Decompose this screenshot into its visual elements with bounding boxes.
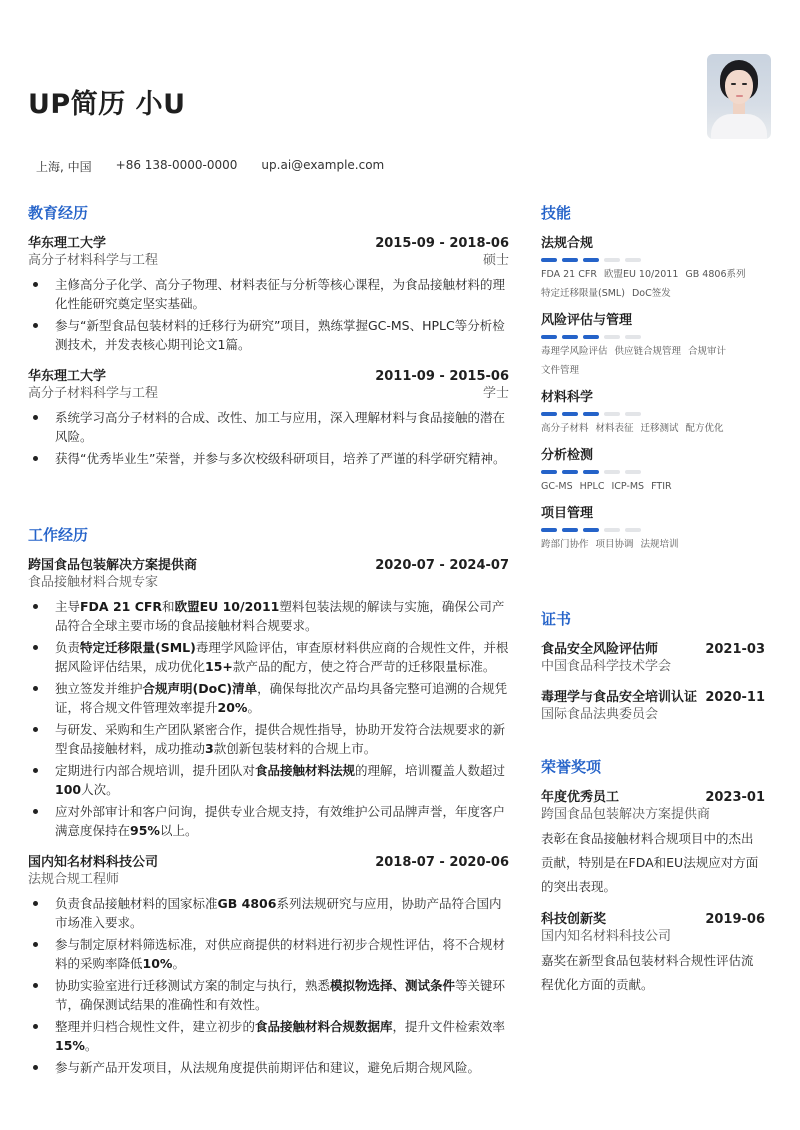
certificate-entry bbox=[541, 689, 765, 723]
award-description: 表彰在食品接触材料合规项目中的杰出贡献，特别是在FDA和EU法规应对方面的突出表现。 bbox=[541, 831, 759, 894]
skill-level-dot bbox=[583, 335, 599, 339]
certificate-issuer: 国际食品法典委员会 bbox=[541, 707, 659, 722]
major: 高分子材料科学与工程 bbox=[28, 253, 159, 268]
skill-entry bbox=[541, 505, 765, 553]
certificate-date: 2021-03 bbox=[705, 642, 765, 657]
skill-level-dot bbox=[604, 335, 620, 339]
skill-tag: 欧盟EU 10/2011 bbox=[603, 269, 679, 280]
skill-level-dot bbox=[583, 528, 599, 532]
certificate-name: 毒理学与食品安全培训认证 bbox=[541, 690, 698, 705]
skill-tag: HPLC bbox=[579, 481, 605, 492]
award-org: 跨国食品包装解决方案提供商 bbox=[541, 807, 711, 822]
bullet-item: 负责食品接触材料的国家标准GB 4806系列法规研究与应用，协助产品符合国内市场准入要求。 bbox=[28, 894, 509, 932]
award-org: 国内知名材料科技公司 bbox=[541, 929, 672, 944]
skill-level-dot bbox=[604, 258, 620, 262]
award-date: 2019-06 bbox=[705, 912, 765, 927]
skill-level-dot bbox=[562, 335, 578, 339]
skill-tag: 项目协调 bbox=[595, 539, 634, 550]
email[interactable]: up.ai@example.com bbox=[261, 158, 385, 172]
skill-tag: 文件管理 bbox=[541, 365, 580, 376]
certificate-name: 食品安全风险评估师 bbox=[541, 642, 659, 657]
skill-tag: ICP-MS bbox=[611, 481, 645, 492]
bullet-item: 应对外部审计和客户问询，提供专业合规支持，有效维护公司品牌声誉，年度客户满意度保持在95%以上。 bbox=[28, 802, 509, 840]
skill-name: 项目管理 bbox=[541, 506, 594, 521]
skill-entry bbox=[541, 312, 765, 379]
job-title: 法规合规工程师 bbox=[28, 872, 120, 887]
skill-level-dot bbox=[583, 412, 599, 416]
skill-level-dot bbox=[583, 470, 599, 474]
skill-tag: GB 4806系列 bbox=[685, 269, 746, 280]
skill-level-dot bbox=[541, 335, 557, 339]
skill-tag: 配方优化 bbox=[685, 423, 724, 434]
education-bullets bbox=[28, 275, 509, 354]
skill-tags bbox=[541, 537, 765, 553]
skill-tags bbox=[541, 479, 765, 495]
bullet-item: 系统学习高分子材料的合成、改性、加工与应用，深入理解材料与食品接触的潜在风险。 bbox=[28, 408, 509, 446]
photo-eye bbox=[742, 83, 747, 85]
skill-entry bbox=[541, 389, 765, 437]
award-entry bbox=[541, 789, 765, 899]
photo-lips bbox=[736, 95, 743, 97]
skill-tag: 毒理学风险评估 bbox=[541, 346, 608, 357]
skill-tag: 材料表征 bbox=[595, 423, 634, 434]
bullet-item: 与研发、采购和生产团队紧密合作，提供合规性指导，协助开发符合法规要求的新型食品接触材料，成功推动3款创新包装材料的合规上市。 bbox=[28, 720, 509, 758]
candidate-name: UP简历 小U bbox=[28, 89, 186, 120]
section-title-skills: 技能 bbox=[541, 204, 572, 222]
skill-level-dot bbox=[625, 412, 641, 416]
work-dates: 2020-07 - 2024-07 bbox=[375, 558, 509, 573]
major: 高分子材料科学与工程 bbox=[28, 386, 159, 401]
section-title-education: 教育经历 bbox=[28, 204, 89, 222]
bullet-item: 主修高分子化学、高分子物理、材料表征与分析等核心课程，为食品接触材料的理化性能研究奠定坚实基础。 bbox=[28, 275, 509, 313]
skill-level-dot bbox=[562, 528, 578, 532]
certificate-entry bbox=[541, 641, 765, 675]
bullet-item: 负责特定迁移限量(SML)毒理学风险评估，审查原材料供应商的合规性文件，并根据风险评估结果，成功优化15+款产品的配方，使之符合严苛的迁移限量标准。 bbox=[28, 638, 509, 676]
certificates-list bbox=[541, 641, 765, 735]
skill-level-dot bbox=[562, 412, 578, 416]
skill-tags bbox=[541, 267, 765, 302]
skill-name: 分析检测 bbox=[541, 448, 594, 463]
skill-name: 法规合规 bbox=[541, 236, 594, 251]
bullet-item: 整理并归档合规性文件，建立初步的食品接触材料合规数据库，提升文件检索效率15%。 bbox=[28, 1017, 509, 1055]
skill-level-dot bbox=[625, 258, 641, 262]
skill-level-indicator bbox=[541, 528, 765, 532]
award-name: 科技创新奖 bbox=[541, 912, 607, 927]
skill-name: 风险评估与管理 bbox=[541, 313, 633, 328]
education-dates: 2011-09 - 2015-06 bbox=[375, 369, 509, 384]
photo-body bbox=[711, 114, 767, 139]
bullet-item: 参与“新型食品包装材料的迁移行为研究”项目，熟练掌握GC-MS、HPLC等分析检测技术，并发表核心期刊论文1篇。 bbox=[28, 316, 509, 354]
bullet-item: 获得“优秀毕业生”荣誉，并参与多次校级科研项目，培养了严谨的科学研究精神。 bbox=[28, 449, 509, 468]
skill-tag: FTIR bbox=[651, 481, 672, 492]
skill-level-dot bbox=[625, 335, 641, 339]
skill-level-dot bbox=[562, 258, 578, 262]
bullet-item: 参与制定原材料筛选标准，对供应商提供的材料进行初步合规性评估，将不合规材料的采购率降低10%。 bbox=[28, 935, 509, 973]
award-description: 嘉奖在新型食品包装材料合规性评估流程优化方面的贡献。 bbox=[541, 953, 754, 992]
degree: 学士 bbox=[482, 386, 509, 401]
degree: 硕士 bbox=[482, 253, 509, 268]
education-list bbox=[28, 235, 509, 482]
job-title: 食品接触材料合规专家 bbox=[28, 575, 159, 590]
company-name: 跨国食品包装解决方案提供商 bbox=[28, 558, 198, 573]
skills-list bbox=[541, 235, 765, 563]
phone: +86 138-0000-0000 bbox=[115, 158, 238, 172]
skill-tag: 高分子材料 bbox=[541, 423, 589, 434]
skill-level-indicator bbox=[541, 258, 765, 262]
skill-tag: 迁移测试 bbox=[640, 423, 679, 434]
education-dates: 2015-09 - 2018-06 bbox=[375, 236, 509, 251]
work-entry bbox=[28, 557, 509, 840]
skill-level-dot bbox=[625, 470, 641, 474]
skill-level-dot bbox=[604, 412, 620, 416]
work-list bbox=[28, 557, 509, 1091]
section-title-work: 工作经历 bbox=[28, 526, 89, 544]
profile-photo bbox=[707, 54, 771, 139]
bullet-item: 主导FDA 21 CFR和欧盟EU 10/2011塑料包装法规的解读与实施，确保公司产品符合全球主要市场的食品接触材料合规要求。 bbox=[28, 597, 509, 635]
bullet-item: 定期进行内部合规培训，提升团队对食品接触材料法规的理解，培训覆盖人数超过100人次。 bbox=[28, 761, 509, 799]
location: 上海, 中国 bbox=[36, 160, 92, 174]
photo-eye bbox=[731, 83, 736, 85]
skill-tag: 合规审计 bbox=[688, 346, 727, 357]
skill-level-dot bbox=[604, 470, 620, 474]
skill-tag: 供应链合规管理 bbox=[614, 346, 682, 357]
company-name: 国内知名材料科技公司 bbox=[28, 855, 159, 870]
section-title-certificates: 证书 bbox=[541, 610, 572, 628]
skill-tag: 法规培训 bbox=[640, 539, 679, 550]
skill-level-dot bbox=[625, 528, 641, 532]
contact-info bbox=[36, 158, 384, 175]
skill-level-dot bbox=[583, 258, 599, 262]
certificate-issuer: 中国食品科学技术学会 bbox=[541, 659, 672, 674]
photo-face bbox=[725, 70, 753, 104]
skill-tags bbox=[541, 421, 765, 437]
award-entry bbox=[541, 911, 765, 997]
skill-level-dot bbox=[541, 412, 557, 416]
education-bullets bbox=[28, 408, 509, 468]
school-name: 华东理工大学 bbox=[28, 369, 107, 384]
work-bullets bbox=[28, 597, 509, 840]
skill-level-indicator bbox=[541, 335, 765, 339]
skill-entry bbox=[541, 235, 765, 302]
bullet-item: 协助实验室进行迁移测试方案的制定与执行，熟悉模拟物选择、测试条件等关键环节，确保测试结果的准确性和有效性。 bbox=[28, 976, 509, 1014]
skill-tag: 特定迁移限量(SML) bbox=[541, 288, 625, 299]
work-entry bbox=[28, 854, 509, 1077]
skill-tag: 跨部门协作 bbox=[541, 539, 589, 550]
bullet-item: 独立签发并维护合规声明(DoC)清单，确保每批次产品均具备完整可追溯的合规凭证，将合规文件管理效率提升20%。 bbox=[28, 679, 509, 717]
skill-tag: DoC签发 bbox=[631, 288, 671, 299]
skill-name: 材料科学 bbox=[541, 390, 594, 405]
skill-tag: GC-MS bbox=[541, 481, 573, 492]
skill-level-indicator bbox=[541, 470, 765, 474]
skill-level-dot bbox=[541, 258, 557, 262]
skill-tag: FDA 21 CFR bbox=[541, 269, 597, 280]
bullet-item: 参与新产品开发项目，从法规角度提供前期评估和建议，避免后期合规风险。 bbox=[28, 1058, 509, 1077]
skill-level-dot bbox=[562, 470, 578, 474]
skill-level-dot bbox=[541, 528, 557, 532]
awards-list bbox=[541, 789, 765, 1009]
school-name: 华东理工大学 bbox=[28, 236, 107, 251]
skill-entry bbox=[541, 447, 765, 495]
award-date: 2023-01 bbox=[705, 790, 765, 805]
skill-level-dot bbox=[541, 470, 557, 474]
skill-level-dot bbox=[604, 528, 620, 532]
work-bullets bbox=[28, 894, 509, 1077]
award-name: 年度优秀员工 bbox=[541, 790, 620, 805]
work-dates: 2018-07 - 2020-06 bbox=[375, 855, 509, 870]
skill-tags bbox=[541, 344, 765, 379]
section-title-awards: 荣誉奖项 bbox=[541, 758, 602, 776]
education-entry bbox=[28, 235, 509, 354]
certificate-date: 2020-11 bbox=[705, 690, 765, 705]
education-entry bbox=[28, 368, 509, 468]
skill-level-indicator bbox=[541, 412, 765, 416]
